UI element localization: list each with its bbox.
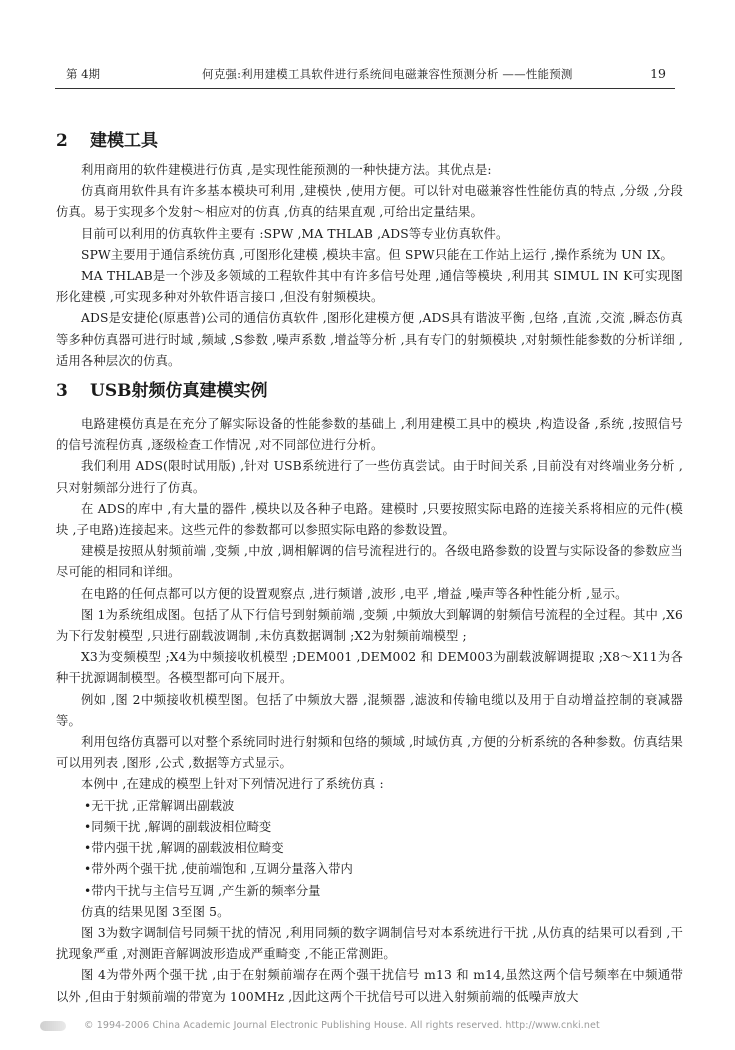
paragraph: 图 3为数字调制信号同频干扰的情况 ,利用同频的数字调制信号对本系统进行干扰 ,从仿真的结果可以看到 ,干扰现象严重 ,对测距音解调波形造成严重畸变 ,不能正常测距。 <box>56 925 683 962</box>
section-3-heading <box>56 378 683 404</box>
section-2-heading <box>56 128 683 154</box>
list-item: •带外两个强干扰 ,使前端饱和 ,互调分量落入带内 <box>84 862 353 877</box>
paragraph: 在电路的任何点都可以方便的设置观察点 ,进行频谱 ,波形 ,电平 ,增益 ,噪声等各种性能分析 ,显示。 <box>81 586 628 601</box>
simulation-cases-list <box>56 796 683 902</box>
list-item: •带内干扰与主信号互调 ,产生新的频率分量 <box>84 883 321 898</box>
list-item: •无干扰 ,正常解调出副载波 <box>84 798 235 813</box>
running-header <box>66 66 666 84</box>
list-item: •带内强干扰 ,解调的副载波相位畸变 <box>84 841 284 856</box>
paragraph: 仿真的结果见图 3至图 5。 <box>81 904 230 919</box>
paragraph: 仿真商用软件具有许多基本模块可利用 ,建模快 ,使用方便。可以针对电磁兼容性性能仿真的特点 ,分级 ,分段仿真。易于实现多个发射～相应对的仿真 ,仿真的结果直观 ,可给出定量结果。 <box>56 184 683 220</box>
paragraph: 电路建模仿真是在充分了解实际设备的性能参数的基础上 ,利用建模工具中的模块 ,构造设备 ,系统 ,按照信号的信号流程仿真 ,逐级检查工作情况 ,对不同部位进行分析。 <box>56 417 683 453</box>
section-2-title: 建模工具 <box>90 131 158 151</box>
paragraph: 本例中 ,在建成的模型上针对下列情况进行了系统仿真 : <box>81 777 384 792</box>
section-3-title: USB射频仿真建模实例 <box>90 381 268 402</box>
section-3-number: 3 <box>56 381 68 402</box>
paragraph: 图 4为带外两个强干扰 ,由于在射频前端存在两个强干扰信号 m13 和 m14,虽然这两个信号频率在中频通带以外 ,但由于射频前端的带宽为 100MHz ,因此这两个干扰信号可以进入射频前端的低噪声放大 <box>56 968 683 1004</box>
copyright-footer <box>40 1019 700 1035</box>
paragraph: 我们利用 ADS(限时试用版) ,针对 USB系统进行了一些仿真尝试。由于时间关系 ,目前没有对终端业务分析 ,只对射频部分进行了仿真。 <box>56 459 683 495</box>
paragraph: 目前可以利用的仿真软件主要有 :SPW ,MA THLAB ,ADS等专业仿真软件。 <box>81 226 509 241</box>
header-divider <box>55 88 675 89</box>
list-item: •同频干扰 ,解调的副载波相位畸变 <box>84 819 272 834</box>
section-2-body <box>56 160 683 372</box>
section-3-results <box>56 902 683 1008</box>
paragraph: 例如 ,图 2中频接收机模型图。包括了中频放大器 ,混频器 ,滤波和传输电缆以及用于自动增益控制的衰减器等。 <box>56 692 683 728</box>
page-body <box>56 112 683 1008</box>
section-2-number: 2 <box>56 131 68 151</box>
running-title: 何克强:利用建模工具软件进行系统间电磁兼容性预测分析 ——性能预测 <box>202 67 573 81</box>
page-number: 19 <box>650 66 666 81</box>
paragraph: MA THLAB是一个涉及多领域的工程软件其中有许多信号处理 ,通信等模块 ,利用其 SIMUL IN K可实现图形化建模 ,可实现多种对外软件语言接口 ,但没有射频模块。 <box>56 269 683 305</box>
paragraph: 在 ADS的库中 ,有大量的器件 ,模块以及各种子电路。建模时 ,只要按照实际电路的连接关系将相应的元件(模块 ,子电路)连接起来。这些元件的参数都可以参照实际电路的参数设置。 <box>56 501 683 538</box>
cnki-logo-icon <box>40 1021 66 1031</box>
paragraph: SPW主要用于通信系统仿真 ,可图形化建模 ,模块丰富。但 SPW只能在工作站上运行 ,操作系统为 UN IX。 <box>81 247 673 262</box>
paragraph: 图 1为系统组成图。包括了从下行信号到射频前端 ,变频 ,中频放大到解调的射频信号流程的全过程。其中 ,X6为下行发射模型 ,只进行副载波调制 ,未仿真数据调制 ;X2为射频前端模型 ; <box>56 607 683 644</box>
issue-number: 第 4期 <box>66 67 100 81</box>
copyright-text: © 1994-2006 China Academic Journal Electronic Publishing House. All rights reserved. http://www.cnki.net <box>84 1020 600 1031</box>
paragraph: 建模是按照从射频前端 ,变频 ,中放 ,调相解调的信号流程进行的。各级电路参数的设置与实际设备的参数应当尽可能的相同和详细。 <box>56 544 683 580</box>
section-3-body <box>56 414 683 796</box>
paragraph: ADS是安捷伦(原惠普)公司的通信仿真软件 ,图形化建模方便 ,ADS具有谐波平衡 ,包络 ,直流 ,交流 ,瞬态仿真等多种仿真器可进行时域 ,频域 ,S参数 ,噪声系数 ,增益等分析 ,具有专门的射频模块 ,对射频性能参数的分析详细 ,适用各种层次的仿真。 <box>56 311 683 368</box>
paragraph: 利用商用的软件建模进行仿真 ,是实现性能预测的一种快捷方法。其优点是: <box>81 163 492 177</box>
paragraph: 利用包络仿真器可以对整个系统同时进行射频和包络的频域 ,时域仿真 ,方便的分析系统的各种参数。仿真结果可以用列表 ,图形 ,公式 ,数据等方式显示。 <box>56 735 683 771</box>
paragraph: X3为变频模型 ;X4为中频接收机模型 ;DEM001 ,DEM002 和 DEM003为副载波解调提取 ;X8～X11为各种干扰源调制模型。各模型都可向下展开。 <box>56 650 683 686</box>
